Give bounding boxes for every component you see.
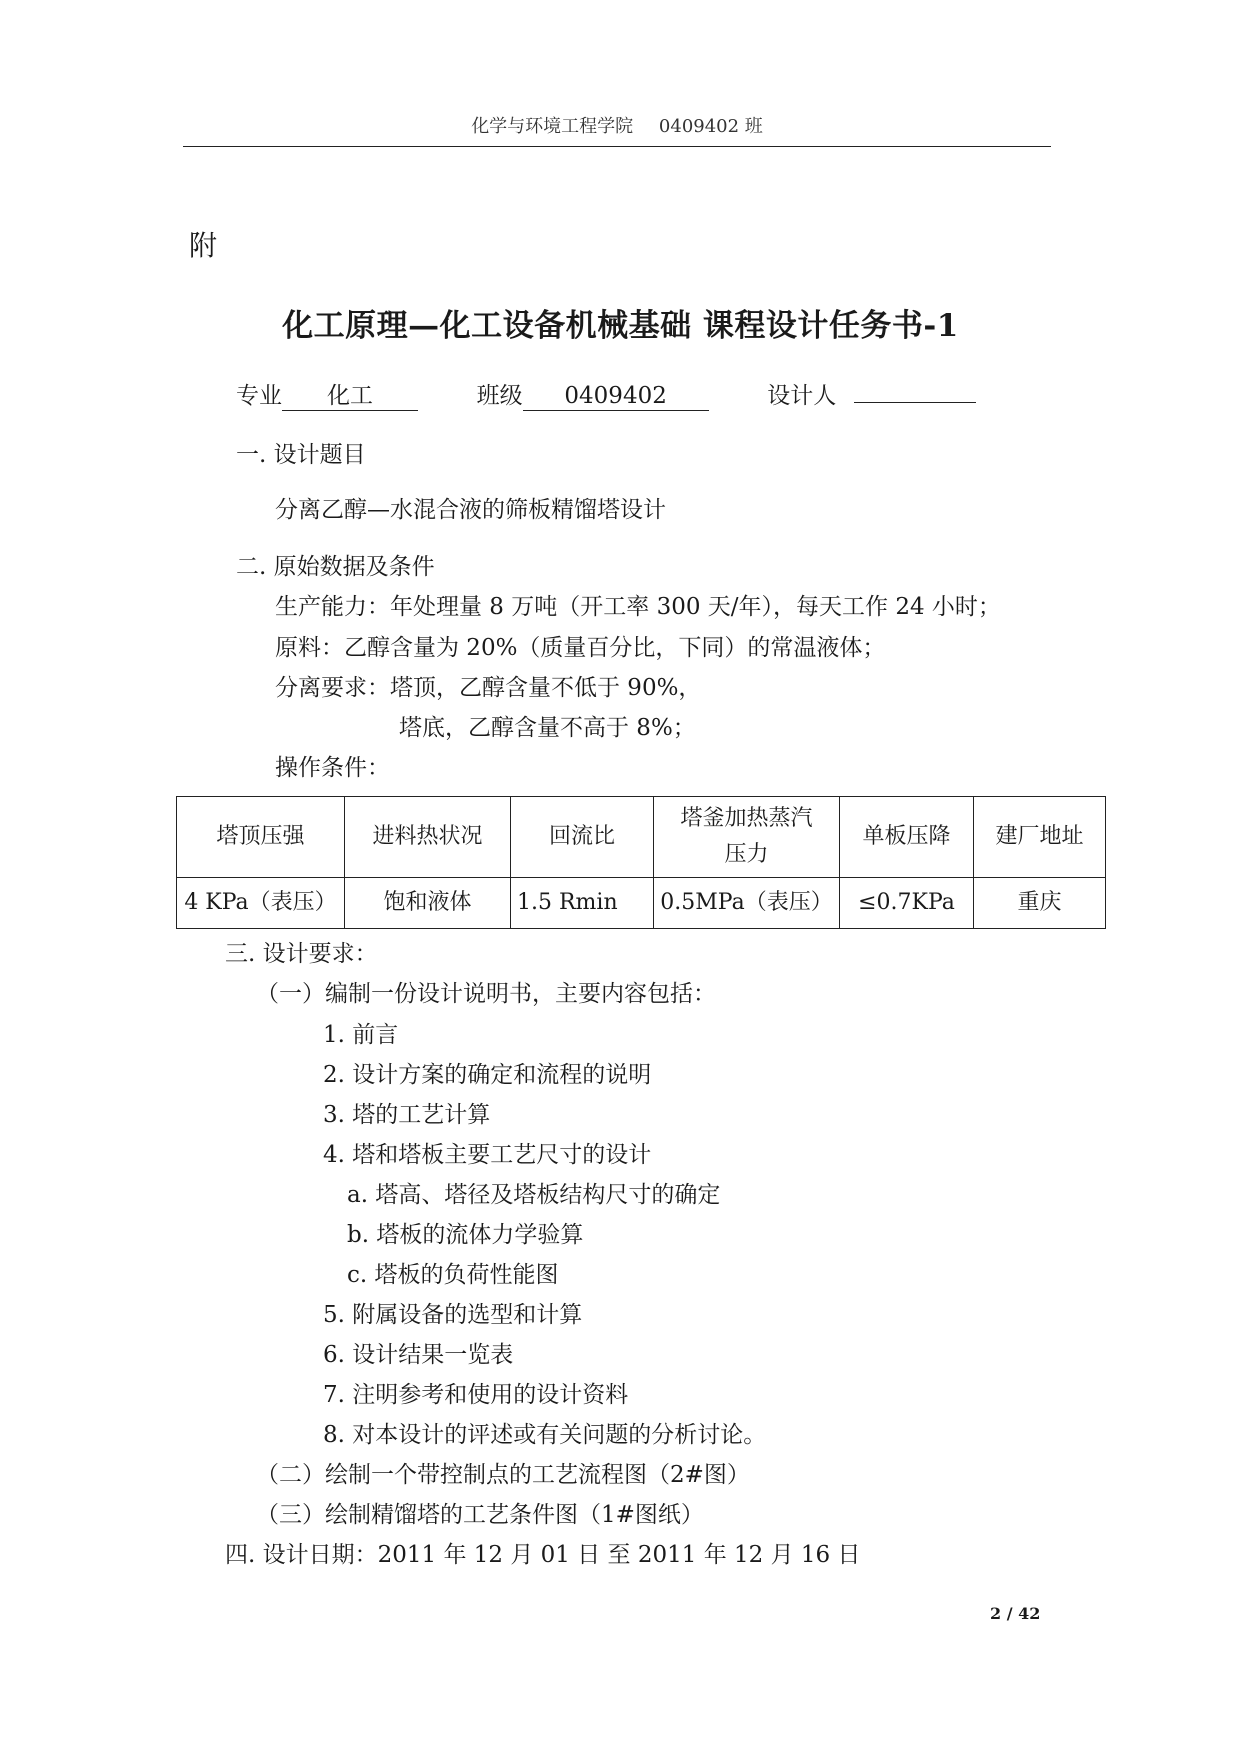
table-header-cell: 塔顶压强: [177, 797, 345, 878]
list-item: 2. 设计方案的确定和流程的说明: [323, 1062, 652, 1088]
section1-heading: 一. 设计题目: [236, 442, 366, 468]
header-class-code: 0409402 班: [658, 116, 763, 137]
table-header-cell: [654, 797, 840, 878]
design-date-line: 四. 设计日期：2011 年 12 月 01 日 至 2011 年 12 月 16 日: [225, 1542, 861, 1568]
section3-sub2: （二）绘制一个带控制点的工艺流程图（2#图）: [256, 1462, 750, 1488]
section2-heading: 二. 原始数据及条件: [236, 554, 435, 580]
table-header-cell: 单板压降: [840, 797, 974, 878]
table-header-cell: 回流比: [511, 797, 654, 878]
info-line: [236, 380, 976, 412]
major-label: 专业: [236, 383, 282, 409]
table-value-row: [177, 878, 1106, 929]
feed-line: 原料：乙醇含量为 20%（质量百分比，下同）的常温液体；: [275, 635, 886, 661]
major-value: 化工: [282, 382, 418, 411]
table-value-cell: 重庆: [974, 878, 1106, 929]
list-item: 8. 对本设计的评述或有关问题的分析讨论。: [323, 1422, 767, 1448]
list-item: 3. 塔的工艺计算: [323, 1102, 491, 1128]
operating-conditions-label: 操作条件：: [275, 755, 390, 781]
table-header-cell-line2: 压力: [724, 842, 769, 867]
page-number: 2 / 42: [990, 1604, 1041, 1623]
table-value-cell: 4 KPa（表压）: [177, 878, 345, 929]
table-header-cell-line1: 塔釜加热蒸汽: [680, 806, 813, 831]
list-item: 5. 附属设备的选型和计算: [323, 1302, 583, 1328]
header-school: 化学与环境工程学院: [471, 116, 634, 137]
table-value-cell: 饱和液体: [345, 878, 511, 929]
appendix-mark: 附: [189, 229, 218, 262]
list-item: 7. 注明参考和使用的设计资料: [323, 1382, 629, 1408]
table-header-cell: 建厂地址: [974, 797, 1106, 878]
class-value: 0409402: [523, 382, 709, 411]
list-subitem: a. 塔高、塔径及塔板结构尺寸的确定: [347, 1182, 721, 1208]
table-value-cell: 1.5 Rmin: [511, 878, 654, 929]
section3-sub3: （三）绘制精馏塔的工艺条件图（1#图纸）: [256, 1502, 704, 1528]
list-item: 1. 前言: [323, 1022, 399, 1048]
class-label: 班级: [476, 383, 523, 409]
section1-body: 分离乙醇—水混合液的筛板精馏塔设计: [275, 497, 666, 523]
table-header-row: [177, 797, 1106, 878]
operating-conditions-table: [176, 796, 1106, 929]
list-item: 6. 设计结果一览表: [323, 1342, 514, 1368]
capacity-line: 生产能力：年处理量 8 万吨（开工率 300 天/年），每天工作 24 小时；: [275, 594, 1001, 620]
designer-value: [854, 402, 976, 403]
separation-top-line: 分离要求：塔顶，乙醇含量不低于 90%，: [275, 675, 702, 701]
list-subitem: b. 塔板的流体力学验算: [347, 1222, 584, 1248]
section3-heading: 三. 设计要求：: [225, 941, 378, 967]
table-value-cell: 0.5MPa（表压）: [654, 878, 840, 929]
designer-label: 设计人: [767, 383, 837, 409]
list-subitem: c. 塔板的负荷性能图: [347, 1262, 559, 1288]
document-title: 化工原理—化工设备机械基础 课程设计任务书-1: [282, 308, 959, 344]
table-value-cell: ≤0.7KPa: [840, 878, 974, 929]
section3-sub1: （一）编制一份设计说明书，主要内容包括：: [256, 981, 716, 1007]
page-header: [183, 112, 1051, 147]
separation-bottom-line: 塔底，乙醇含量不高于 8%；: [399, 715, 696, 741]
table-header-cell: 进料热状况: [345, 797, 511, 878]
list-item: 4. 塔和塔板主要工艺尺寸的设计: [323, 1142, 652, 1168]
